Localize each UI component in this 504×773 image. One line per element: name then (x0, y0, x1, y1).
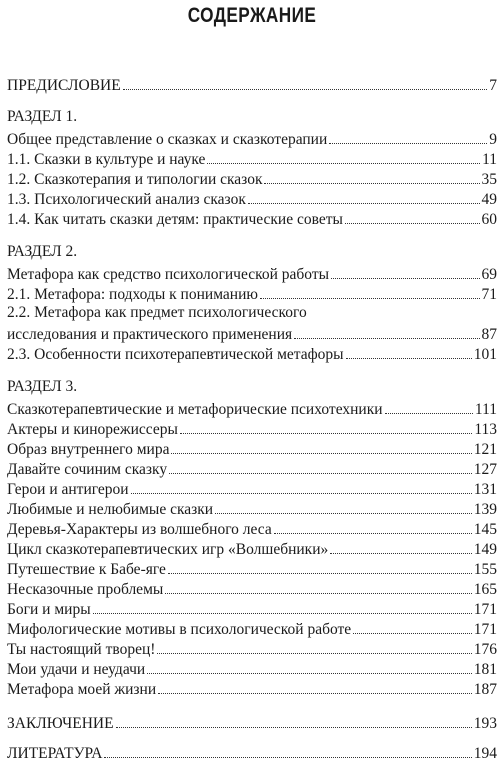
dot-leader (330, 553, 471, 554)
toc-entry[interactable] (7, 678, 497, 698)
toc-entry-title: Боги и миры (7, 601, 91, 618)
toc-entry[interactable] (7, 742, 497, 762)
toc-entry[interactable] (7, 418, 497, 438)
toc-entry-title: Актеры и кинорежиссеры (7, 421, 178, 438)
dot-leader (207, 163, 480, 164)
dot-leader (147, 673, 472, 674)
dot-leader (329, 143, 487, 144)
toc-entry-page: 181 (473, 661, 497, 678)
dot-leader (346, 358, 472, 359)
toc-entry-title: ЗАКЛЮЧЕНИЕ (7, 715, 114, 732)
toc-entry-title: Ты настоящий творец! (7, 641, 156, 658)
toc-entry-title: 1.4. Как читать сказки детям: практические советы (7, 211, 343, 228)
toc-entry[interactable] (7, 343, 497, 363)
toc-entry-title: Давайте сочиним сказку (7, 461, 168, 478)
toc-entry[interactable] (7, 263, 497, 283)
toc-entry[interactable] (7, 518, 497, 538)
toc-entry[interactable] (7, 478, 497, 498)
dot-leader (215, 513, 472, 514)
toc-entry[interactable] (7, 498, 497, 518)
dot-leader (157, 653, 471, 654)
toc-entry-page: 121 (473, 441, 497, 458)
dot-leader (123, 89, 488, 90)
toc-entry-title: Общее представление о сказках и сказкотерапии (7, 131, 328, 148)
toc-entry-title: Образ внутреннего мира (7, 441, 170, 458)
toc-entry-title: 2.1. Метафора: подходы к пониманию (7, 286, 258, 303)
toc-entry-page: 149 (473, 541, 497, 558)
toc-entry-page: 111 (474, 401, 497, 418)
toc-entry-title: Мифологические мотивы в психологической работе (7, 621, 352, 638)
toc-entry-title: 1.2. Сказкотерапия и типологии сказок (7, 171, 263, 188)
toc-entry-page: 35 (481, 171, 497, 188)
toc-entry[interactable] (7, 398, 497, 418)
toc-entry[interactable] (7, 128, 497, 148)
toc-entry-page: 131 (473, 481, 497, 498)
dot-leader (116, 727, 472, 728)
dot-leader (169, 473, 472, 474)
toc-entry-page: 87 (481, 326, 497, 343)
toc-entry-title: 2.3. Особенности психотерапевтической метафоры (7, 346, 344, 363)
toc-entry-title: Метафора как средство психологической работы (7, 266, 330, 283)
toc-entry-page: 176 (473, 641, 497, 658)
toc-entry-page: 171 (473, 601, 497, 618)
toc-entry[interactable] (7, 578, 497, 598)
dot-leader (180, 433, 472, 434)
toc-entry-title: 1.1. Сказки в культуре и науке (7, 151, 206, 168)
toc-entry-page: 145 (473, 521, 497, 538)
toc-entry-title: ЛИТЕРАТУРА (7, 745, 103, 762)
toc-entry[interactable] (7, 168, 497, 188)
toc-entry-page: 71 (481, 286, 497, 303)
toc-entry[interactable] (7, 148, 497, 168)
toc-entry-title: 1.3. Психологический анализ сказок (7, 191, 246, 208)
toc-entry[interactable] (7, 283, 497, 303)
toc-entry-title: Сказкотерапевтические и метафорические психотехники (7, 401, 383, 418)
toc-entry[interactable] (7, 598, 497, 618)
dot-leader (168, 573, 472, 574)
toc-entry-title: Мои удачи и неудачи (7, 661, 146, 678)
toc-entry-page: 139 (473, 501, 497, 518)
toc-entry-page: 193 (473, 715, 497, 732)
toc-entry-page: 113 (474, 421, 497, 438)
dot-leader (248, 203, 480, 204)
toc-entry-title: исследования и практического применения (7, 326, 293, 343)
toc-entry[interactable] (7, 712, 497, 732)
toc-entry-line: 2.2. Метафора как предмет психологического (7, 304, 307, 321)
toc-entry[interactable] (7, 538, 497, 558)
toc-entry-page: 165 (473, 581, 497, 598)
section-header: РАЗДЕЛ 3. (7, 378, 78, 395)
toc-entry-page: 101 (473, 346, 497, 363)
toc-entry-page: 11 (482, 151, 497, 168)
dot-leader (331, 278, 479, 279)
page-title: СОДЕРЖАНИЕ (187, 4, 317, 27)
dot-leader (131, 493, 472, 494)
dot-leader (260, 298, 480, 299)
dot-leader (93, 613, 472, 614)
toc-entry-title: Метафора моей жизни (7, 681, 157, 698)
toc-entry-page: 49 (481, 191, 497, 208)
toc-entry[interactable] (7, 658, 497, 678)
toc-entry-title: Несказочные проблемы (7, 581, 164, 598)
dot-leader (165, 593, 471, 594)
toc-entry[interactable] (7, 323, 497, 343)
dot-leader (274, 533, 472, 534)
dot-leader (385, 413, 473, 414)
toc-entry[interactable] (7, 188, 497, 208)
toc-entry-title: Любимые и нелюбимые сказки (7, 501, 214, 518)
dot-leader (158, 693, 472, 694)
toc-entry-page: 171 (473, 621, 497, 638)
toc-entry-page: 194 (473, 745, 497, 762)
toc-entry[interactable] (7, 458, 497, 478)
toc-entry-title: Деревья-Характеры из волшебного леса (7, 521, 272, 538)
toc-entry-page: 155 (473, 561, 497, 578)
dot-leader (104, 757, 471, 758)
dot-leader (345, 223, 480, 224)
toc-entry-title: ПРЕДИСЛОВИЕ (7, 77, 121, 94)
dot-leader (171, 453, 471, 454)
toc-entry-page: 60 (481, 211, 497, 228)
section-header: РАЗДЕЛ 1. (7, 108, 78, 125)
toc-entry-title: Цикл сказкотерапевтических игр «Волшебники» (7, 541, 329, 558)
toc-entry-page: 127 (473, 461, 497, 478)
toc-entry-page: 187 (473, 681, 497, 698)
toc-entry[interactable] (7, 208, 497, 228)
toc-entry-title: Путешествие к Бабе-яге (7, 561, 166, 578)
toc-entry[interactable] (7, 618, 497, 638)
toc-entry[interactable] (7, 638, 497, 658)
toc-entry-page: 7 (489, 77, 497, 94)
toc-entry-page: 69 (481, 266, 497, 283)
dot-leader (353, 633, 472, 634)
toc-entry[interactable] (7, 438, 497, 458)
toc-entry[interactable] (7, 74, 497, 94)
dot-leader (264, 183, 479, 184)
toc-entry[interactable] (7, 558, 497, 578)
section-header: РАЗДЕЛ 2. (7, 243, 78, 260)
dot-leader (294, 338, 479, 339)
toc-entry-title: Герои и антигерои (7, 481, 129, 498)
toc-entry-page: 9 (489, 131, 497, 148)
